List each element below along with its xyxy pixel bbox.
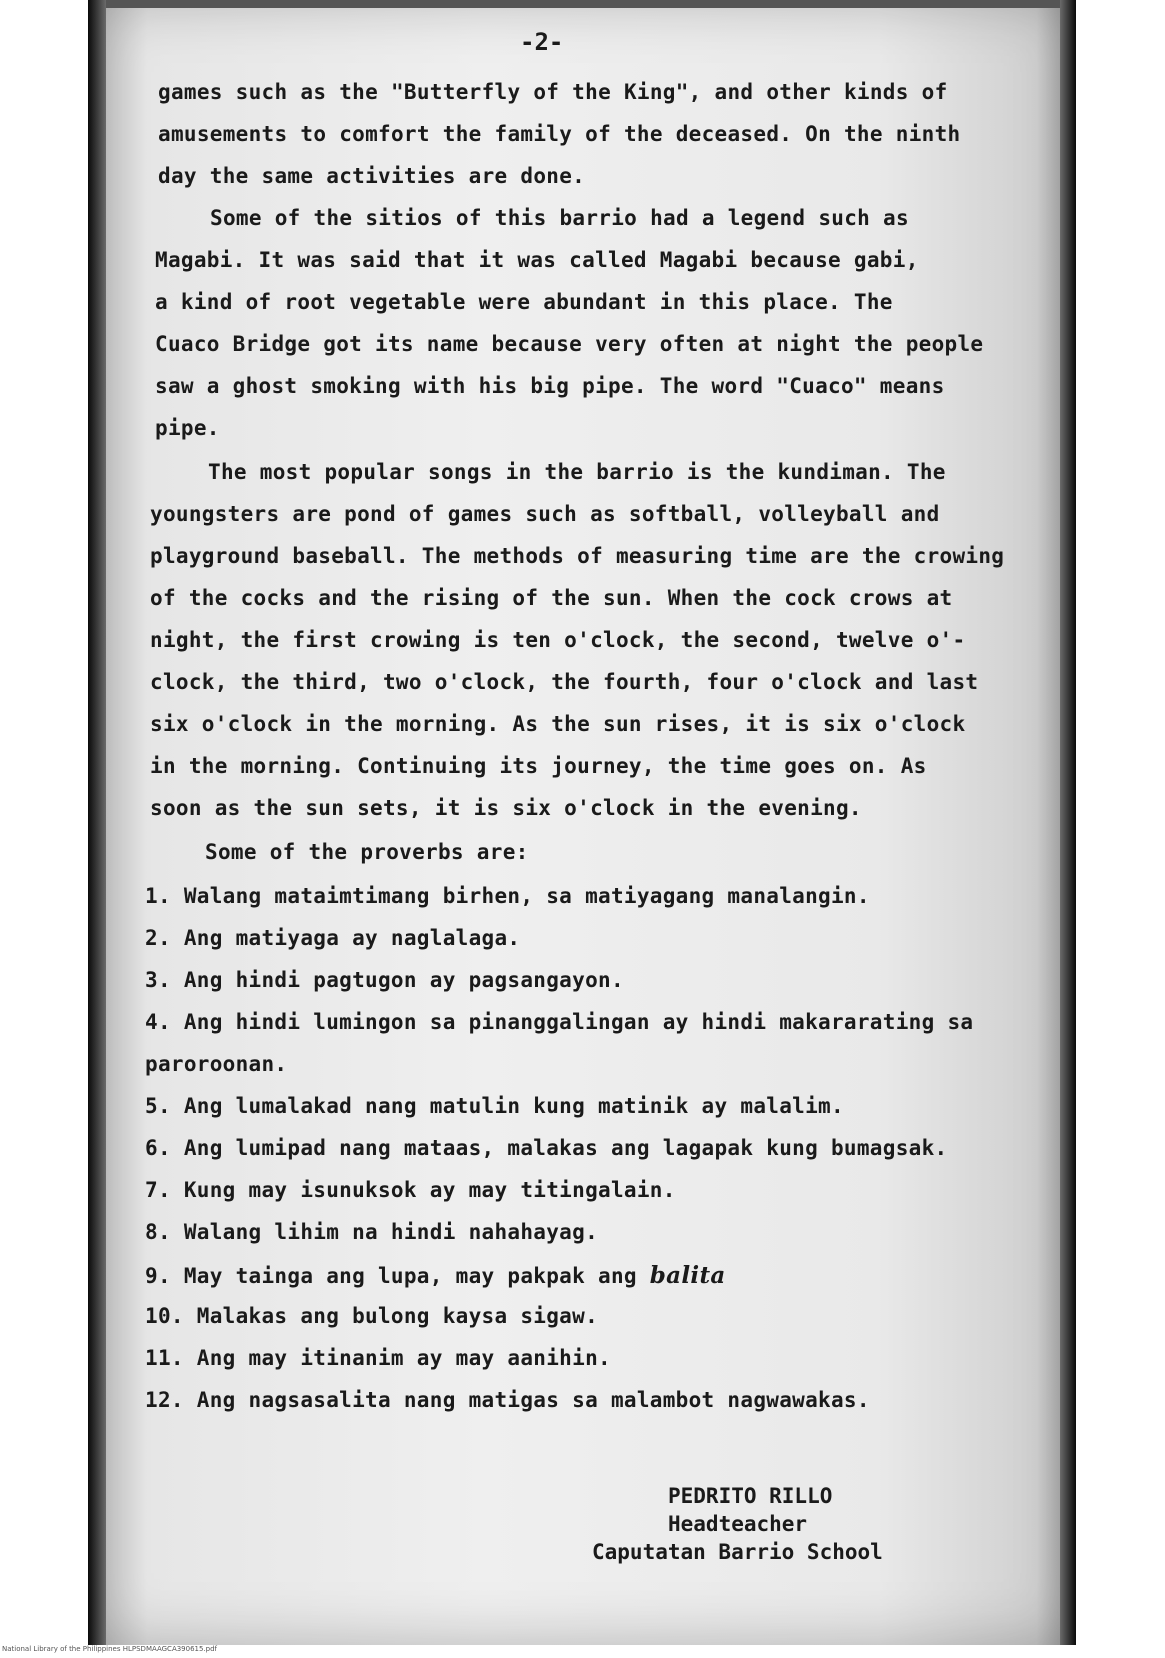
p2-line-2: Magabi. It was said that it was called Magabi because gabi, [155, 248, 919, 272]
proverb-4: 4. Ang hindi lumingon sa pinanggalingan ay hindi makararating sa [145, 1010, 974, 1034]
p1-line-2: amusements to comfort the family of the deceased. On the ninth [158, 122, 961, 146]
p3-line-4: of the cocks and the rising of the sun. When the cock crows at [150, 586, 953, 610]
proverb-9-typed: 9. May tainga ang lupa, may pakpak ang [145, 1264, 650, 1288]
proverb-9 [145, 1262, 726, 1289]
proverb-5: 5. Ang lumalakad nang matulin kung matinik ay malalim. [145, 1094, 844, 1118]
proverb-8: 8. Walang lihim na hindi nahahayag. [145, 1220, 599, 1244]
proverb-10: 10. Malakas ang bulong kaysa sigaw. [145, 1304, 599, 1328]
p3-line-9: soon as the sun sets, it is six o'clock in the evening. [150, 796, 862, 820]
signature-title: Headteacher [668, 1512, 808, 1536]
p3-line-3: playground baseball. The methods of measuring time are the crowing [150, 544, 1005, 568]
proverb-3: 3. Ang hindi pagtugon ay pagsangayon. [145, 968, 624, 992]
proverb-2: 2. Ang matiyaga ay naglalaga. [145, 926, 521, 950]
p3-line-2: youngsters are pond of games such as softball, volleyball and [150, 502, 940, 526]
proverb-9-handwritten: balita [649, 1262, 726, 1289]
p2-line-5: saw a ghost smoking with his big pipe. The word "Cuaco" means [155, 374, 945, 398]
proverb-6: 6. Ang lumipad nang mataas, malakas ang lagapak kung bumagsak. [145, 1136, 948, 1160]
page-number: -2- [520, 28, 564, 56]
p2-line-6: pipe. [155, 416, 220, 440]
proverb-4-continued: paroroonan. [145, 1052, 288, 1076]
proverb-11: 11. Ang may itinanim ay may aanihin. [145, 1346, 611, 1370]
p2-line-1: Some of the sitios of this barrio had a legend such as [210, 206, 909, 230]
footer-caption: National Library of the Philippines HLPSDMAAGCA390615.pdf [2, 1645, 218, 1653]
proverbs-intro: Some of the proverbs are: [205, 840, 529, 864]
proverb-1: 1. Walang mataimtimang birhen, sa matiyagang manalangin. [145, 884, 870, 908]
p3-line-5: night, the first crowing is ten o'clock, the second, twelve o'- [150, 628, 966, 652]
p1-line-1: games such as the "Butterfly of the King", and other kinds of [158, 80, 948, 104]
p3-line-7: six o'clock in the morning. As the sun rises, it is six o'clock [150, 712, 966, 736]
signature-school: Caputatan Barrio School [592, 1540, 883, 1564]
p1-line-3: day the same activities are done. [158, 164, 586, 188]
p2-line-4: Cuaco Bridge got its name because very often at night the people [155, 332, 984, 356]
p3-line-1: The most popular songs in the barrio is the kundiman. The [208, 460, 946, 484]
p3-line-6: clock, the third, two o'clock, the fourth, four o'clock and last [150, 670, 979, 694]
signature-name: PEDRITO RILLO [668, 1484, 833, 1508]
proverb-12: 12. Ang nagsasalita nang matigas sa malambot nagwawakas. [145, 1388, 870, 1412]
p3-line-8: in the morning. Continuing its journey, the time goes on. As [150, 754, 927, 778]
p2-line-3: a kind of root vegetable were abundant in this place. The [155, 290, 893, 314]
proverb-7: 7. Kung may isunuksok ay may titingalain. [145, 1178, 676, 1202]
